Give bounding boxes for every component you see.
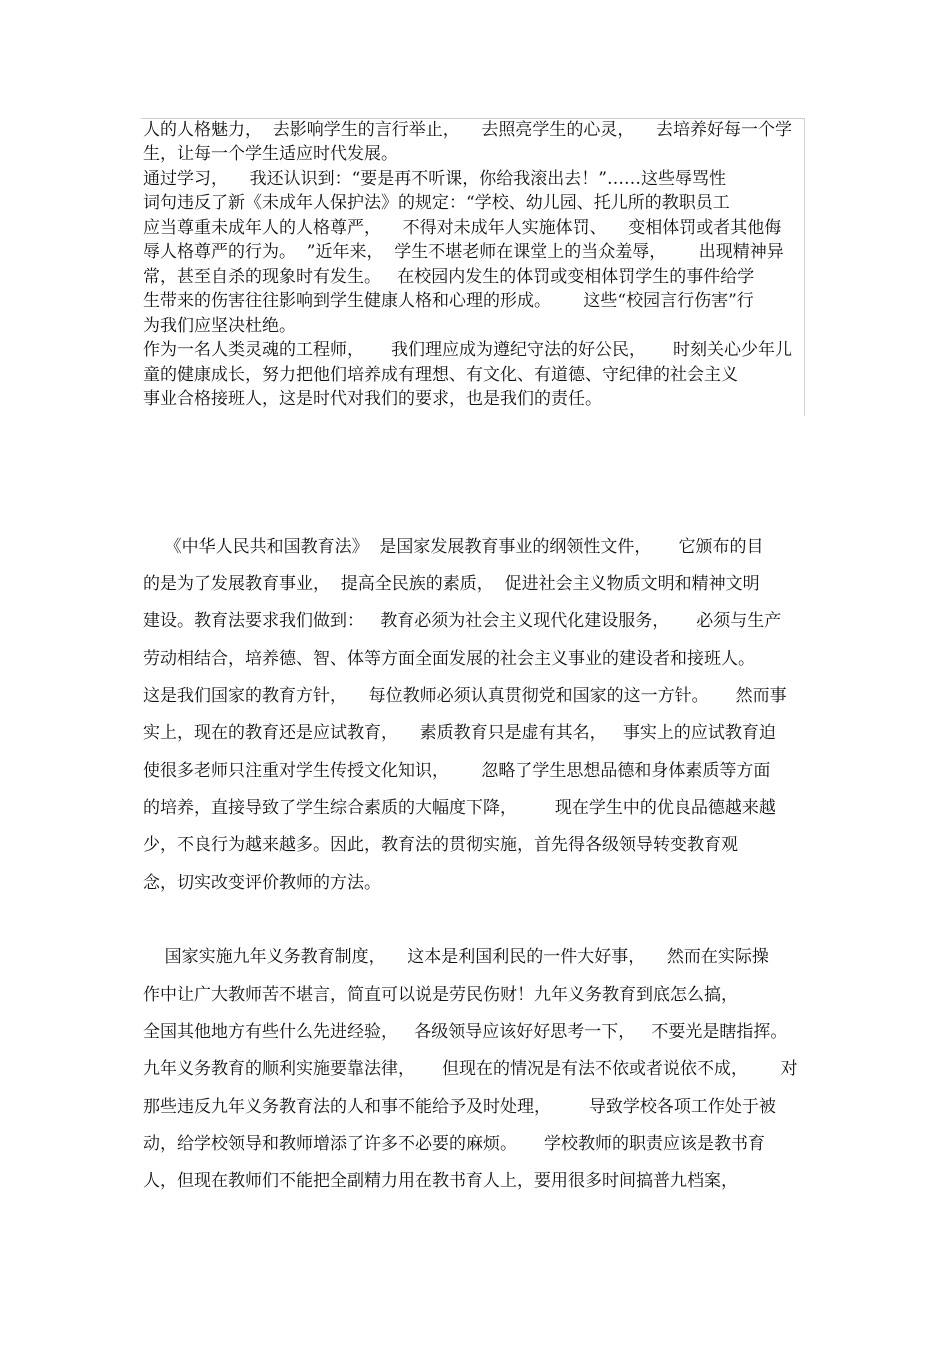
text-line: 九年义务教育的顺利实施要靠法律， 但现在的情况是有法不依或者说依不成， 对 [143,1059,798,1079]
text-line: 国家实施九年义务教育制度， 这本是利国利民的一件大好事， 然而在实际操 [143,947,769,967]
text-line: 少，不良行为越来越多。因此，教育法的贯彻实施，首先得各级领导转变教育观 [143,835,738,855]
framed-text-block [141,118,805,416]
text-line: 的是为了发展教育事业， 提高全民族的素质， 促进社会主义物质文明和精神文明 [143,574,760,594]
text-line: 动，给学校领导和教师增添了许多不必要的麻烦。 学校教师的职责应该是教书育 [143,1134,766,1154]
text-line: 作中让广大教师苦不堪言，简直可以说是劳民伤财！九年义务教育到底怎么搞， [143,985,738,1005]
text-line: 念，切实改变评价教师的方法。 [143,873,381,893]
text-line: 人的人格魅力， 去影响学生的言行举止， 去照亮学生的心灵， 去培养好每一个学 [143,120,793,140]
text-line: 通过学习， 我还认识到：“要是再不听课，你给我滚出去！”……这些辱骂性 [143,169,726,189]
text-line: 词句违反了新《未成年人保护法》的规定：“学校、幼儿园、托儿所的教职员工 [143,193,730,213]
text-line: 的培养，直接导致了学生综合素质的大幅度下降， 现在学生中的优良品德越来越 [143,798,776,818]
text-line: 童的健康成长，努力把他们培养成有理想、有文化、有道德、守纪律的社会主义 [143,365,738,385]
text-line: 事业合格接班人，这是时代对我们的要求，也是我们的责任。 [143,389,602,409]
text-line: 劳动相结合，培养德、智、体等方面全面发展的社会主义事业的建设者和接班人。 [143,649,755,669]
text-line: 建设。教育法要求我们做到： 教育必须为社会主义现代化建设服务， 必须与生产 [143,611,782,631]
text-line: 生，让每一个学生适应时代发展。 [143,144,398,164]
text-line: 这是我们国家的教育方针， 每位教师必须认真贯彻党和国家的这一方针。 然而事 [143,686,787,706]
text-line: 全国其他地方有些什么先进经验， 各级领导应该好好思考一下， 不要光是瞎指挥。 [143,1022,788,1042]
text-line: 常，甚至自杀的现象时有发生。 在校园内发生的体罚或变相体罚学生的事件给学 [143,267,755,287]
text-line: 《中华人民共和国教育法》 是国家发展教育事业的纲领性文件， 它颁布的目 [143,537,764,557]
text-line: 实上，现在的教育还是应试教育， 素质教育只是虚有其名， 事实上的应试教育迫 [143,723,776,743]
text-line: 应当尊重未成年人的人格尊严， 不得对未成年人实施体罚、 变相体罚或者其他侮 [143,218,782,238]
text-line: 人，但现在教师们不能把全副精力用在教书育人上，要用很多时间搞普九档案， [143,1171,738,1191]
text-line: 辱人格尊严的行为。 ”近年来， 学生不堪老师在课堂上的当众羞辱， 出现精神异 [143,242,784,262]
text-line: 那些违反九年义务教育法的人和事不能给予及时处理， 导致学校各项工作处于被 [143,1097,776,1117]
text-line: 为我们应坚决杜绝。 [143,316,296,336]
text-line: 使很多老师只注重对学生传授文化知识， 忽略了学生思想品德和身体素质等方面 [143,761,771,781]
text-line: 生带来的伤害往往影响到学生健康人格和心理的形成。 这些“校园言行伤害”行 [143,291,754,311]
text-line: 作为一名人类灵魂的工程师， 我们理应成为遵纪守法的好公民， 时刻关心少年儿 [143,340,793,360]
